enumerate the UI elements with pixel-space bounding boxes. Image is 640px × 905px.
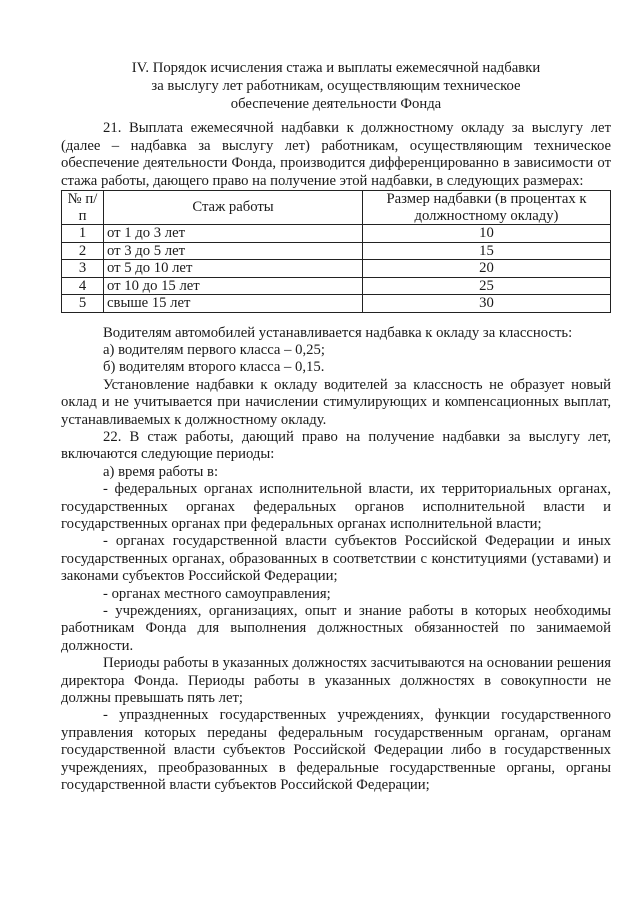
row-num: 5 [62,295,104,313]
document-page [61,60,611,794]
allowance-table [61,190,611,313]
row-stazh: свыше 15 лет [104,295,363,313]
table-row [62,242,611,260]
row-stazh: от 10 до 15 лет [104,277,363,295]
row-value: 10 [363,225,611,243]
drivers-class-1: а) водителям первого класса – 0,25; [103,341,325,358]
row-value: 30 [363,295,611,313]
table-row [62,225,611,243]
list-item: - органах местного самоуправления; [103,585,331,602]
list-item: - учреждениях, организациях, опыт и знание работы в которых необходимы работникам Фонда для выполнения должностных обязанностей по занимаемой должности. [61,603,611,654]
header-stazh: Стаж работы [104,191,363,225]
section-title-line-3: обеспечение деятельности Фонда [230,95,442,112]
section-title-line-1: IV. Порядок исчисления стажа и выплаты ежемесячной надбавки [131,60,541,76]
drivers-intro: Водителям автомобилей устанавливается надбавка к окладу за классность: [103,324,573,341]
section-title-line-2: за выслугу лет работникам, осуществляющим техническое [151,77,521,94]
row-stazh: от 3 до 5 лет [104,242,363,260]
paragraph-21: 21. Выплата ежемесячной надбавки к должностному окладу за выслугу лет (далее – надбавка за выслугу лет) работникам, осуществляющим техническое обеспечение деятельности Фонда, производится дифференцированно в зависимости от стажа работы, дающего право на получение этой надбавки, в следующих размерах: [61,120,611,189]
header-size: Размер надбавки (в процентах к должностному окладу) [363,191,611,225]
row-value: 25 [363,277,611,295]
row-value: 20 [363,260,611,278]
drivers-note: Установление надбавки к окладу водителей за классность не образует новый оклад и не учитывается при начислении стимулирующих и компенсационных выплат, устанавливаемых к должностному окладу. [61,376,611,428]
header-num: № п/п [62,191,104,225]
row-value: 15 [363,242,611,260]
paragraph-22-a: а) время работы в: [103,463,219,480]
list-item: - органах государственной власти субъектов Российской Федерации и иных государственных органах, образованных в соответствии с конституциями (уставами) и законами субъектов Российской Федерации; [61,533,611,585]
drivers-class-2: б) водителям второго класса – 0,15. [103,359,325,376]
table-row [62,260,611,278]
row-stazh: от 5 до 10 лет [104,260,363,278]
row-num: 1 [62,225,104,243]
periods-paragraph: Периоды работы в указанных должностях засчитываются на основании решения директора Фонда. Периоды работы в указанных должностях в совокупности не должны превышать пять лет; [61,655,611,707]
table-row [62,295,611,313]
row-num: 4 [62,277,104,295]
row-stazh: от 1 до 3 лет [104,225,363,243]
paragraph-22: 22. В стаж работы, дающий право на получение надбавки за выслугу лет, включаются следующие периоды: [61,428,611,463]
row-num: 2 [62,242,104,260]
row-num: 3 [62,260,104,278]
list-item: - федеральных органах исполнительной власти, их территориальных органах, государственных органах федеральных органов исполнительной власти и государственных органах при федеральных органах исполнительной власти; [61,481,611,532]
table-row [62,277,611,295]
list-item: - упраздненных государственных учреждениях, функции государственного управления которых переданы федеральным государственным органам, органам государственной власти субъектов Российской Федерации либо в государственных учреждениях, преобразованных в федеральные государственные органы, органы государственной власти субъектов Российской Федерации; [61,707,611,794]
table-header-row [62,191,611,225]
section-title [61,60,611,113]
